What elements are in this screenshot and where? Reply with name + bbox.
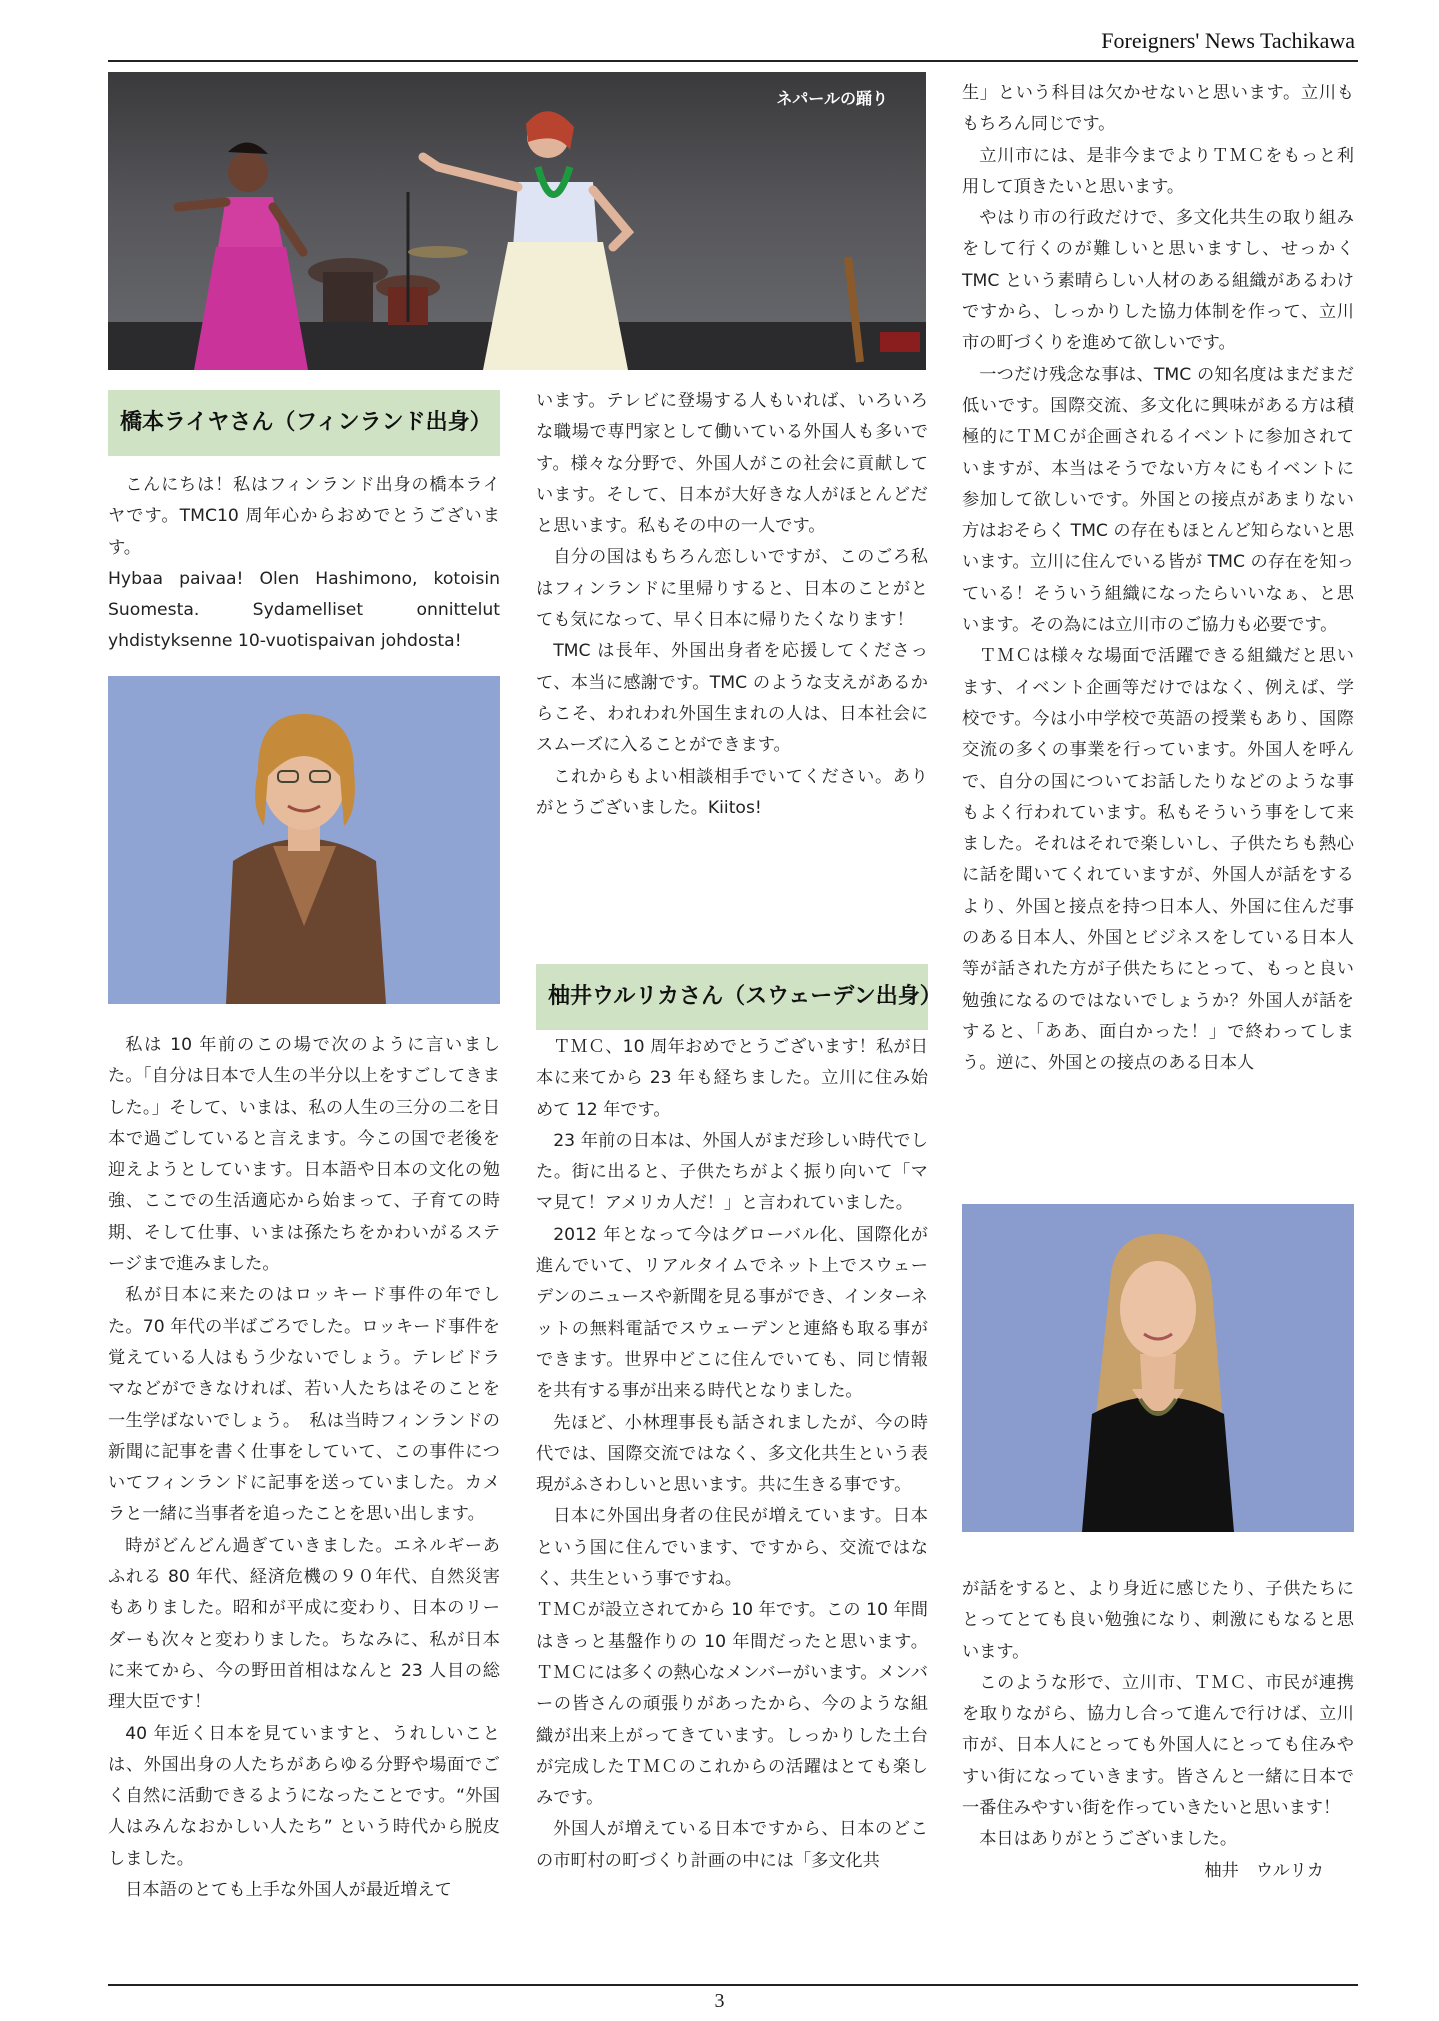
body-paragraph: が話をすると、より身近に感じたり、子供たちにとってとても良い勉強になり、刺激にもなると思います。 <box>962 1579 1354 1662</box>
body-paragraph: 生」という科目は欠かせないと思います。立川ももちろん同じです。 <box>962 83 1354 135</box>
page-header: Foreigners' News Tachikawa <box>1101 28 1355 53</box>
portrait-hashimoto <box>108 676 500 1004</box>
body-paragraph: 日本に外国出身者の住民が増えています。日本という国に住んでいます、ですから、交流ではなく、共生という事ですね。 <box>536 1506 928 1590</box>
section1-body <box>108 1030 500 1906</box>
portrait-yui-illustration <box>962 1204 1354 1532</box>
section2-continued <box>962 78 1354 1080</box>
body-paragraph: やはり市の行政だけで、多文化共生の取り組みをして行くのが難しいと思いますし、せっかく TMC という素晴らしい人材のある組織があるわけですから、しっかりした協力体制を作って、立川市の町づくりを進めて欲しいです。 <box>962 208 1354 354</box>
body-paragraph: ＴＭＣは様々な場面で活躍できる組織だと思います、イベント企画等だけではなく、例えば、学校です。今は小中学校で英語の授業もあり、国際交流の多くの事業を行っています。外国人を呼んで、自分の国についてお話したりなどのような事もよく行われています。私もそういう事をして来ました。それはそれで楽しいし、子供たちも熱心に話を聞いてくれていますが、外国人が話をするより、外国と接点を持つ日本人、外国に住んだ事のある日本人、外国とビジネスをしている日本人等が話された方が子供たちにとって、もっと良い勉強になるのではないでしょうか？外国人が話をすると、「ああ、面白かった！」で終わってしまう。逆に、外国との接点のある日本人 <box>962 646 1354 1074</box>
body-paragraph: 自分の国はもちろん恋しいですが、このごろ私はフィンランドに里帰りすると、日本のことがとても気になって、早く日本に帰りたくなります！ <box>536 547 928 631</box>
body-paragraph: このような形で、立川市、ＴＭＣ、市民が連携を取りながら、協力し合って進んで行けば、立川市が、日本人にとっても外国人にとっても住みやすい街になっていきます。皆さんと一緒に日本で一番住みやすい街を作っていきたいと思います！ <box>962 1672 1354 1819</box>
portrait-yui <box>962 1204 1354 1532</box>
body-paragraph: 2012 年となって今はグローバル化、国際化が進んでいて、リアルタイムでネット上でスウェーデンのニュースや新聞を見る事ができ、インターネットの無料電話でスウェーデンと連絡も取る事ができます。世界中どこに住んでいても、同じ情報を共有する事が出来る時代となりました。 <box>536 1224 928 1402</box>
section1-intro <box>108 470 500 658</box>
body-paragraph: 私が日本に来たのはロッキード事件の年でした。70 年代の半ばごろでした。ロッキード事件を覚えている人はもう少ないでしょう。テレビドラマなどができなければ、若い人たちはそのことを一生学ばないでしょう。 私は当時フィンランドの新聞に記事を書く仕事をしていて、この事件についてフィンランドに記事を送っていました。カメラと一緒に当事者を追ったことを思い出します。 <box>108 1285 500 1525</box>
body-paragraph: 日本語のとても上手な外国人が最近増えて <box>125 1880 452 1901</box>
body-paragraph: 40 年近く日本を見ていますと、うれしいことは、外国出身の人たちがあらゆる分野や場面でごく自然に活動できるようになったことです。“外国人はみんなおかしい人たち” という時代から脱皮しました。 <box>108 1723 500 1869</box>
header-rule <box>108 60 1358 62</box>
dance-photo-illustration <box>108 72 926 370</box>
intro-paragraph-finnish: Hybaa paivaa! Olen Hashimono, kotoisin Suomesta. Sydamelliset onnittelut yhdistyksenne 10-vuotispaivan johdosta! <box>108 568 500 652</box>
body-paragraph: 外国人が増えている日本ですから、日本のどこの市町村の町づくり計画の中には「多文化共 <box>536 1819 928 1871</box>
photo-caption: ネパールの踊り <box>776 89 888 108</box>
body-paragraph: 時がどんどん過ぎていきました。エネルギーあふれる 80 年代、経済危機の９０年代、自然災害もありました。昭和が平成に変わり、日本のリーダーも次々と変わりました。ちなみに、私が日本に来てから、今の野田首相はなんと 23 人目の総理大臣です！ <box>108 1535 500 1713</box>
section1-continued <box>536 386 928 824</box>
section2-final <box>962 1574 1354 1887</box>
body-paragraph: います。テレビに登場する人もいれば、いろいろな職場で専門家として働いている外国人も多いです。様々な分野で、外国人がこの社会に貢献しています。そして、日本が大好きな人がほとんどだと思います。私もその中の一人です。 <box>536 391 928 537</box>
section2-body <box>536 1032 928 1877</box>
body-paragraph: 先ほど、小林理事長も話されましたが、今の時代では、国際交流ではなく、多文化共生という表現がふさわしいと思います。共に生きる事です。 <box>536 1412 928 1496</box>
page-number: 3 <box>714 1990 725 2012</box>
intro-paragraph: こんにちは！私はフィンランド出身の橋本ライヤです。TMC10 周年心からおめでとうございます。 <box>108 475 500 558</box>
signature: 柚井 ウルリカ <box>1204 1860 1324 1881</box>
body-paragraph: TMC は長年、外国出身者を応援してくださって、本当に感謝です。TMC のような支えがあるからこそ、われわれ外国生まれの人は、日本社会にスムーズに入ることができます。 <box>536 641 928 756</box>
body-paragraph: ＴＭＣ、10 周年おめでとうございます！私が日本に来てから 23 年も経ちました。立川に住み始めて 12 年です。 <box>536 1037 928 1120</box>
portrait-hashimoto-illustration <box>108 676 500 1004</box>
body-paragraph: 一つだけ残念な事は、TMC の知名度はまだまだ低いです。国際交流、多文化に興味がある方は積極的にＴＭＣが企画されるイベントに参加されていますが、本当はそうでない方々にもイベントに参加して欲しいです。外国との接点があまりない方はおそらく TMC の存在もほとんど知らないと思います。立川に住んでいる皆が TMC の存在を知っている！そういう組織になったらいいなぁ、と思います。その為には立川市のご協力も必要です。 <box>962 364 1355 636</box>
section2-name-heading: 柚井ウルリカさん（スウェーデン出身） <box>536 964 928 1030</box>
body-paragraph: 私は 10 年前のこの場で次のように言いました。「自分は日本で人生の半分以上をすごしてきました。」そして、いまは、私の人生の三分の二を日本で過ごしていると言えます。今この国で老後を迎えようとしています。日本語や日本の文化の勉強、ここでの生活適応から始まって、子育ての時期、そして仕事、いまは孫たちをかわいがるステージまで進みました。 <box>108 1035 500 1275</box>
body-paragraph: ＴＭＣが設立されてから 10 年です。この 10 年間はきっと基盤作りの 10 年間だったと思います。ＴＭＣには多くの熱心なメンバーがいます。メンバーの皆さんの頑張りがあったから、今のような組織が出来上がってきています。しっかりした土台が完成したＴＭＣのこれからの活躍はとても楽しみです。 <box>536 1600 928 1809</box>
body-paragraph: これからもよい相談相手でいてください。ありがとうございました。Kiitos! <box>536 766 928 818</box>
body-paragraph: 立川市には、是非今までよりＴＭＣをもっと利用して頂きたいと思います。 <box>962 145 1354 197</box>
body-paragraph: 本日はありがとうございました。 <box>979 1829 1238 1850</box>
footer-rule <box>108 1984 1358 1986</box>
body-paragraph: 23 年前の日本は、外国人がまだ珍しい時代でした。街に出ると、子供たちがよく振り向いて「ママ見て！アメリカ人だ！」と言われていました。 <box>536 1130 928 1214</box>
dance-photo <box>108 72 926 370</box>
section1-name-heading: 橋本ライヤさん（フィンランド出身） <box>108 390 500 456</box>
